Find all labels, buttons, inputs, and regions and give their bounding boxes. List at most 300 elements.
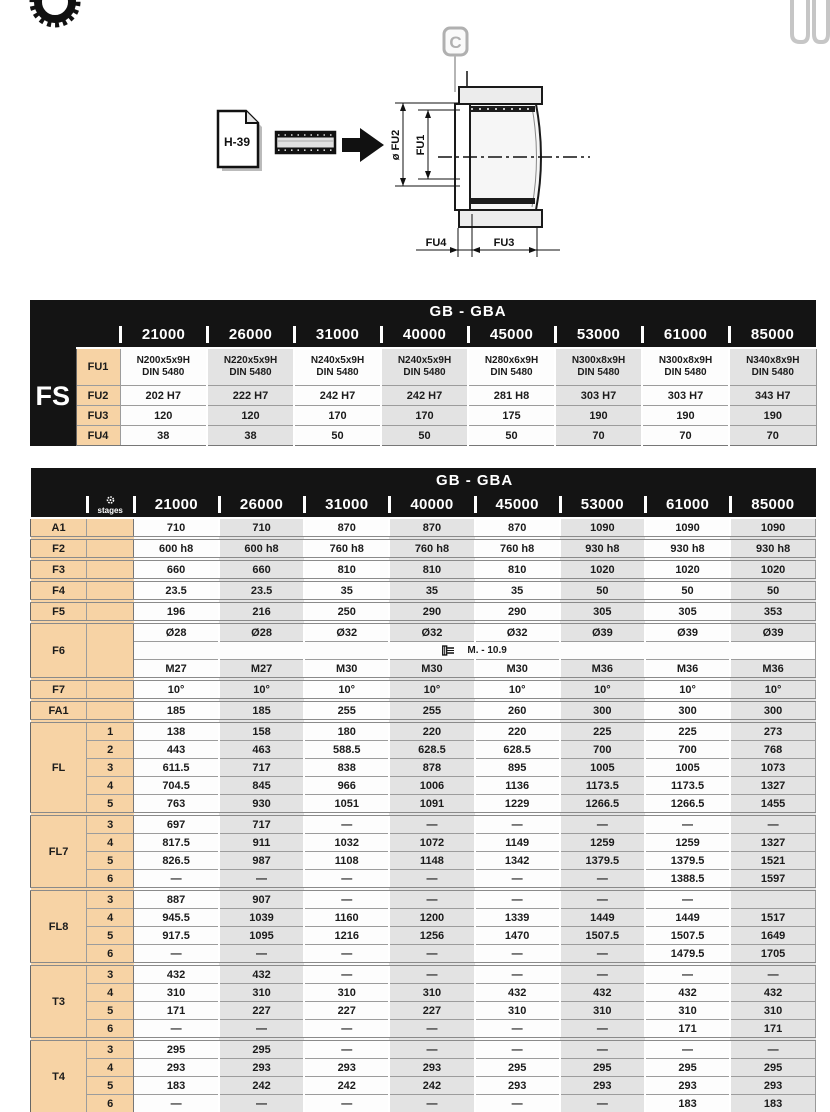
table-cell: — — [304, 945, 389, 965]
row-label-f3: F3 — [31, 559, 87, 580]
table-cell: 817.5 — [134, 834, 219, 852]
table-cell: 295 — [134, 1039, 219, 1059]
table-cell: — — [134, 1020, 219, 1040]
table-cell: 1379.5 — [560, 852, 645, 870]
table-cell: 1507.5 — [645, 927, 730, 945]
table-cell: — — [134, 870, 219, 890]
table-row — [31, 1020, 816, 1040]
table-row — [31, 889, 816, 909]
stage-cell — [87, 622, 134, 679]
table-cell: 300 — [560, 700, 645, 721]
table-cell-line: N340x8x9H — [746, 355, 800, 366]
stage-cell: 5 — [87, 1077, 134, 1095]
table-cell: 717 — [219, 814, 304, 834]
table-cell — [294, 348, 381, 386]
table-cell: 293 — [560, 1077, 645, 1095]
stage-cell: 5 — [87, 795, 134, 815]
table-row — [31, 559, 816, 580]
table-cell: 887 — [134, 889, 219, 909]
table-side-label: FS — [30, 348, 76, 446]
table-cell: 1020 — [730, 559, 815, 580]
table-cell: 1200 — [389, 909, 474, 927]
table-cell — [729, 348, 816, 386]
table-cell: 227 — [389, 1002, 474, 1020]
table-cell: Ø39 — [730, 622, 815, 642]
table-cell: 190 — [642, 406, 729, 426]
table-cell: 1597 — [730, 870, 815, 890]
table-cell: 1051 — [304, 795, 389, 815]
table-cell: — — [475, 1039, 560, 1059]
table-cell: — — [304, 964, 389, 984]
table-cell: 768 — [730, 741, 815, 759]
table-cell: 1507.5 — [560, 927, 645, 945]
table-cell-line: N280x6x9H — [484, 355, 539, 366]
column-header-85000: 85000 — [730, 492, 815, 518]
table-row — [31, 777, 816, 795]
table-cell: 10° — [304, 679, 389, 700]
table-cell: 175 — [468, 406, 555, 426]
table-cell: 310 — [389, 984, 474, 1002]
stage-cell: 4 — [87, 834, 134, 852]
table-cell: — — [560, 889, 645, 909]
table-cell: — — [475, 814, 560, 834]
table-cell: 295 — [560, 1059, 645, 1077]
table-cell: 23.5 — [219, 580, 304, 601]
column-header-21000: 21000 — [134, 492, 219, 518]
stage-cell: 6 — [87, 870, 134, 890]
table-cell: 870 — [304, 518, 389, 538]
table-cell: M30 — [475, 660, 560, 680]
table-cell: 810 — [389, 559, 474, 580]
column-header-40000: 40000 — [389, 492, 474, 518]
table-cell: Ø39 — [645, 622, 730, 642]
doc-label: H-39 — [223, 135, 251, 149]
table-cell: 628.5 — [475, 741, 560, 759]
table-cell: 185 — [219, 700, 304, 721]
table-cell: 810 — [475, 559, 560, 580]
hub-cross-section-drawing — [385, 20, 600, 270]
table-cell: 710 — [134, 518, 219, 538]
table-cell: — — [219, 1020, 304, 1040]
table-cell: 300 — [645, 700, 730, 721]
table-cell: 1449 — [645, 909, 730, 927]
row-label-f4: F4 — [31, 580, 87, 601]
table-cell: 432 — [645, 984, 730, 1002]
table-cell: 1266.5 — [645, 795, 730, 815]
table-row — [31, 1095, 816, 1112]
dim-label-fu3: FU3 — [493, 237, 515, 249]
table-cell: 190 — [729, 406, 816, 426]
table-cell: 183 — [645, 1095, 730, 1112]
table-row — [31, 795, 816, 815]
table-cell: 1160 — [304, 909, 389, 927]
table-cell: 120 — [120, 406, 207, 426]
stage-cell: 3 — [87, 964, 134, 984]
row-label-t4: T4 — [31, 1039, 87, 1112]
table-row — [31, 741, 816, 759]
table-cell: — — [134, 945, 219, 965]
table-cell: 1266.5 — [560, 795, 645, 815]
table-row — [31, 538, 816, 559]
gb-gba-dimension-table — [30, 468, 816, 1112]
stage-cell — [87, 538, 134, 559]
table-cell: — — [389, 1095, 474, 1112]
table-row — [31, 984, 816, 1002]
table-cell: 202 H7 — [120, 386, 207, 406]
table-cell: 1090 — [645, 518, 730, 538]
table-cell: — — [219, 1095, 304, 1112]
table-cell: 1342 — [475, 852, 560, 870]
stages-label: stages — [97, 505, 123, 515]
table-cell: 273 — [730, 721, 815, 741]
table-cell: 1173.5 — [645, 777, 730, 795]
table-cell: 1649 — [730, 927, 815, 945]
table-cell: — — [730, 964, 815, 984]
table-cell: 760 h8 — [389, 538, 474, 559]
bolt-icon — [442, 645, 455, 656]
stage-cell — [87, 580, 134, 601]
table-cell: 50 — [645, 580, 730, 601]
table-cell: 838 — [304, 759, 389, 777]
table-cell: M36 — [645, 660, 730, 680]
table-cell: 50 — [730, 580, 815, 601]
table-cell: 1005 — [560, 759, 645, 777]
stage-cell: 3 — [87, 759, 134, 777]
column-header-40000: 40000 — [381, 322, 468, 348]
table-cell: 300 — [730, 700, 815, 721]
table-row — [31, 679, 816, 700]
table-cell: 966 — [304, 777, 389, 795]
column-header-26000: 26000 — [207, 322, 294, 348]
table-cell: 432 — [730, 984, 815, 1002]
table-cell: 1256 — [389, 927, 474, 945]
table-cell: — — [475, 889, 560, 909]
table-cell: 895 — [475, 759, 560, 777]
table-cell: 227 — [219, 1002, 304, 1020]
table-cell: 10° — [560, 679, 645, 700]
table-cell: 255 — [304, 700, 389, 721]
table-cell: 310 — [560, 1002, 645, 1020]
table-cell: — — [560, 964, 645, 984]
table-cell: 945.5 — [134, 909, 219, 927]
table-cell: 10° — [134, 679, 219, 700]
table-cell: 171 — [134, 1002, 219, 1020]
table-cell: Ø32 — [475, 622, 560, 642]
column-header-45000: 45000 — [475, 492, 560, 518]
spline-shaft-icon — [274, 128, 338, 158]
row-label-fu3: FU3 — [76, 406, 120, 426]
table-cell: — — [304, 889, 389, 909]
table-cell: 1479.5 — [645, 945, 730, 965]
column-header-61000: 61000 — [642, 322, 729, 348]
table-cell-line: DIN 5480 — [664, 367, 707, 378]
table-cell: 310 — [645, 1002, 730, 1020]
table-cell: 295 — [475, 1059, 560, 1077]
table-cell: — — [219, 945, 304, 965]
table-cell: 463 — [219, 741, 304, 759]
table-cell — [381, 348, 468, 386]
table-row — [30, 348, 816, 386]
table-cell: 295 — [219, 1039, 304, 1059]
table-cell: 158 — [219, 721, 304, 741]
table-cell: — — [730, 1039, 815, 1059]
table-row — [30, 406, 816, 426]
dim-label-fu2: ø FU2 — [390, 129, 402, 161]
table-cell: 1339 — [475, 909, 560, 927]
stage-cell — [87, 679, 134, 700]
table-cell-line: N300x8x9H — [571, 355, 626, 366]
table-cell: 250 — [304, 601, 389, 622]
bolt-note-cell — [134, 642, 816, 660]
table-cell: 220 — [389, 721, 474, 741]
table-cell: — — [645, 964, 730, 984]
table-cell-line: DIN 5480 — [490, 367, 533, 378]
table-cell: 10° — [730, 679, 815, 700]
table-row — [31, 870, 816, 890]
stage-cell: 1 — [87, 721, 134, 741]
row-label-fu1: FU1 — [76, 348, 120, 386]
table-cell: 183 — [134, 1077, 219, 1095]
stage-cell: 5 — [87, 927, 134, 945]
table-row — [31, 622, 816, 642]
table-cell: — — [304, 814, 389, 834]
table-cell: 290 — [475, 601, 560, 622]
table-cell: 1259 — [645, 834, 730, 852]
table-cell — [642, 348, 729, 386]
row-label-fl8: FL8 — [31, 889, 87, 964]
table-cell: 878 — [389, 759, 474, 777]
table-cell: 432 — [560, 984, 645, 1002]
table-cell: 443 — [134, 741, 219, 759]
table-cell: — — [560, 1039, 645, 1059]
table-row — [31, 1077, 816, 1095]
table-cell: 1136 — [475, 777, 560, 795]
column-header-31000: 31000 — [304, 492, 389, 518]
table-cell: 845 — [219, 777, 304, 795]
table-cell: 1705 — [730, 945, 815, 965]
table-row — [31, 834, 816, 852]
table-cell-line: DIN 5480 — [229, 367, 272, 378]
table-cell: 222 H7 — [207, 386, 294, 406]
table-cell: 1072 — [389, 834, 474, 852]
table-cell: 171 — [645, 1020, 730, 1040]
table-cell-line: DIN 5480 — [751, 367, 794, 378]
table-cell: — — [645, 889, 730, 909]
table-cell: 170 — [294, 406, 381, 426]
table-title-row — [30, 300, 816, 322]
table-cell: 1005 — [645, 759, 730, 777]
table-cell: — — [475, 945, 560, 965]
stage-cell: 6 — [87, 1020, 134, 1040]
table-cell: 310 — [475, 1002, 560, 1020]
table-cell: 1073 — [730, 759, 815, 777]
table-cell: — — [560, 1095, 645, 1112]
arrow-right-icon — [341, 125, 385, 165]
table-row — [31, 601, 816, 622]
table-cell: — — [475, 964, 560, 984]
table-cell: — — [389, 964, 474, 984]
table-cell: 242 — [219, 1077, 304, 1095]
table-cell: 220 — [475, 721, 560, 741]
table-cell: 697 — [134, 814, 219, 834]
table-row — [31, 580, 816, 601]
row-label-fu4: FU4 — [76, 426, 120, 446]
stages-header — [87, 492, 134, 518]
column-header-26000: 26000 — [219, 492, 304, 518]
table-cell: — — [304, 1095, 389, 1112]
table-header-corner — [31, 492, 87, 518]
table-cell: 1149 — [475, 834, 560, 852]
table-cell: 760 h8 — [475, 538, 560, 559]
column-header-61000: 61000 — [645, 492, 730, 518]
table-cell: 216 — [219, 601, 304, 622]
table-cell: 810 — [304, 559, 389, 580]
table-cell-line: DIN 5480 — [316, 367, 359, 378]
table-cell: 600 h8 — [134, 538, 219, 559]
table-cell: 305 — [560, 601, 645, 622]
table-cell: 196 — [134, 601, 219, 622]
table-cell: 1032 — [304, 834, 389, 852]
table-cell-line: N300x8x9H — [658, 355, 713, 366]
table-cell-line: N240x5x9H — [397, 355, 452, 366]
table-cell: 242 H7 — [294, 386, 381, 406]
table-cell: 660 — [219, 559, 304, 580]
table-cell: 1173.5 — [560, 777, 645, 795]
table-cell: 242 H7 — [381, 386, 468, 406]
table-cell: 1006 — [389, 777, 474, 795]
table-cell: — — [389, 889, 474, 909]
stage-cell: 4 — [87, 984, 134, 1002]
table-row — [31, 660, 816, 680]
table-cell: 1521 — [730, 852, 815, 870]
table-cell: 1148 — [389, 852, 474, 870]
table-cell: — — [219, 870, 304, 890]
table-cell: 70 — [729, 426, 816, 446]
table-cell: 190 — [555, 406, 642, 426]
table-cell: 763 — [134, 795, 219, 815]
table-cell: 305 — [645, 601, 730, 622]
table-cell: — — [389, 1020, 474, 1040]
table-cell: 227 — [304, 1002, 389, 1020]
table-row — [31, 909, 816, 927]
table-cell: — — [560, 945, 645, 965]
table-cell: 35 — [389, 580, 474, 601]
table-cell: 1379.5 — [645, 852, 730, 870]
table-row — [31, 759, 816, 777]
stage-cell: 6 — [87, 945, 134, 965]
table-cell: 293 — [475, 1077, 560, 1095]
table-cell: 987 — [219, 852, 304, 870]
table-cell: 343 H7 — [729, 386, 816, 406]
table-cell: 1388.5 — [645, 870, 730, 890]
table-cell: 180 — [304, 721, 389, 741]
table-cell: M36 — [560, 660, 645, 680]
table-title: GB - GBA — [134, 468, 816, 492]
table-cell: 170 — [381, 406, 468, 426]
table-header-corner — [31, 468, 134, 492]
table-cell: — — [560, 814, 645, 834]
table-cell: — — [304, 870, 389, 890]
table-cell: 700 — [560, 741, 645, 759]
table-cell: 242 — [304, 1077, 389, 1095]
table-cell: 1449 — [560, 909, 645, 927]
table-cell: 432 — [475, 984, 560, 1002]
table-cell-line: N220x5x9H — [223, 355, 278, 366]
gear-icon — [24, 0, 86, 36]
table-cell: 260 — [475, 700, 560, 721]
column-header-85000: 85000 — [729, 322, 816, 348]
table-title-row — [31, 468, 816, 492]
table-row — [31, 1039, 816, 1059]
table-cell: — — [645, 1039, 730, 1059]
column-header-31000: 31000 — [294, 322, 381, 348]
table-cell: — — [389, 945, 474, 965]
table-cell-line: DIN 5480 — [403, 367, 446, 378]
table-cell: 1020 — [645, 559, 730, 580]
table-cell: 10° — [389, 679, 474, 700]
table-row — [31, 1059, 816, 1077]
row-label-fu2: FU2 — [76, 386, 120, 406]
table-row — [31, 814, 816, 834]
table-cell: 1327 — [730, 777, 815, 795]
table-cell: 225 — [645, 721, 730, 741]
row-label-a1: A1 — [31, 518, 87, 538]
table-cell: 171 — [730, 1020, 815, 1040]
table-cell: 35 — [304, 580, 389, 601]
table-row — [31, 927, 816, 945]
table-cell-line: N200x5x9H — [136, 355, 190, 366]
table-cell: 50 — [381, 426, 468, 446]
table-cell: 611.5 — [134, 759, 219, 777]
table-cell: Ø28 — [134, 622, 219, 642]
table-cell — [120, 348, 207, 386]
stage-cell: 3 — [87, 814, 134, 834]
table-cell: — — [304, 1039, 389, 1059]
table-cell: 35 — [475, 580, 560, 601]
table-cell: 1090 — [730, 518, 815, 538]
table-cell: M30 — [304, 660, 389, 680]
stage-cell: 4 — [87, 909, 134, 927]
table-cell: 704.5 — [134, 777, 219, 795]
table-cell: M27 — [134, 660, 219, 680]
dim-label-fu1: FU1 — [415, 134, 427, 156]
coupling-icon — [786, 0, 830, 52]
table-row — [31, 945, 816, 965]
table-cell: 310 — [730, 1002, 815, 1020]
table-cell: 826.5 — [134, 852, 219, 870]
table-cell: 432 — [219, 964, 304, 984]
table-cell: 717 — [219, 759, 304, 777]
table-cell: 628.5 — [389, 741, 474, 759]
table-cell: 1108 — [304, 852, 389, 870]
table-cell: — — [389, 1039, 474, 1059]
table-cell: 255 — [389, 700, 474, 721]
table-row — [30, 426, 816, 446]
table-cell: 710 — [219, 518, 304, 538]
table-cell: M30 — [389, 660, 474, 680]
row-label-f5: F5 — [31, 601, 87, 622]
table-cell-line: DIN 5480 — [142, 367, 185, 378]
reference-doc-icon — [215, 108, 267, 174]
table-row — [31, 1002, 816, 1020]
stage-cell — [87, 601, 134, 622]
table-cell: 907 — [219, 889, 304, 909]
table-cell: 930 — [219, 795, 304, 815]
dim-label-fu4: FU4 — [425, 237, 447, 249]
table-cell: 293 — [389, 1059, 474, 1077]
table-cell: — — [389, 870, 474, 890]
table-cell: 930 h8 — [645, 538, 730, 559]
